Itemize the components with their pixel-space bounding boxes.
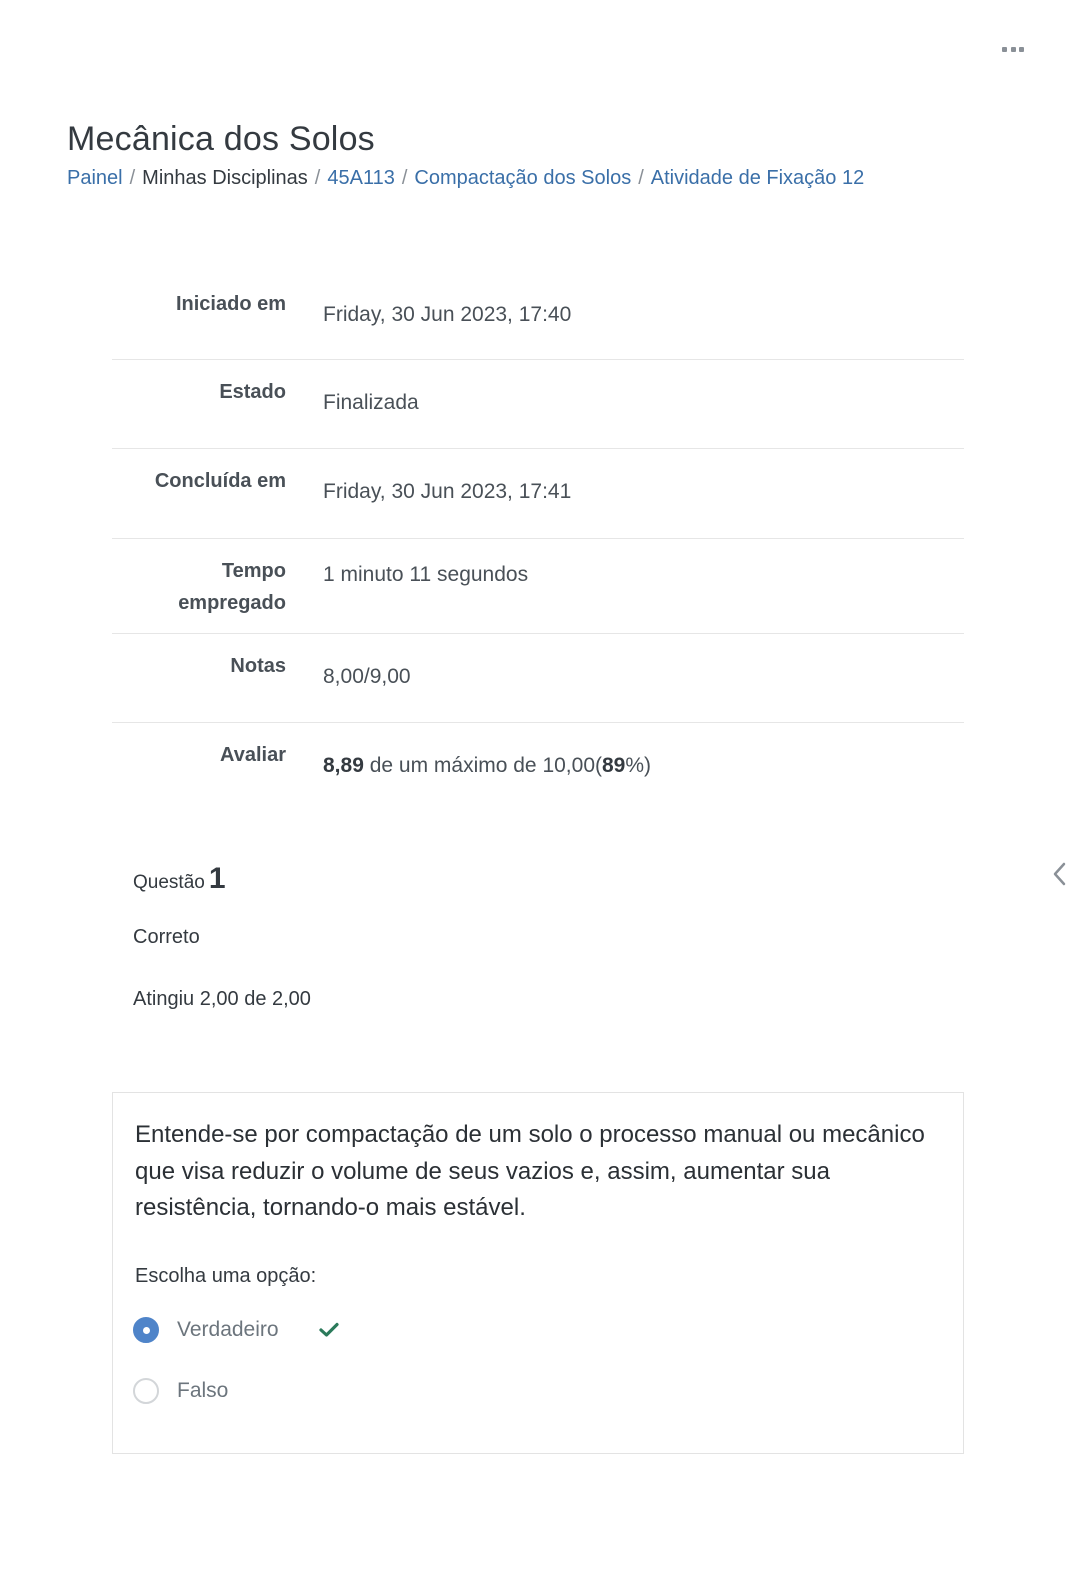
page-title: Mecânica dos Solos xyxy=(67,120,375,158)
summary-row-started xyxy=(112,272,964,360)
summary-label: Avaliar xyxy=(220,744,286,766)
question-state: Correto xyxy=(133,926,200,948)
summary-label: Iniciado em xyxy=(175,293,286,315)
summary-row-grade xyxy=(112,723,964,813)
grade-suffix: %) xyxy=(625,754,652,777)
question-prompt: Escolha uma opção: xyxy=(135,1265,317,1287)
more-options-icon[interactable] xyxy=(1002,42,1024,56)
breadcrumb-minhas-disciplinas: Minhas Disciplinas xyxy=(142,167,308,189)
question-label: Questão xyxy=(133,872,205,893)
summary-value: Friday, 30 Jun 2023, 17:41 xyxy=(323,480,572,503)
summary-value xyxy=(302,723,964,813)
summary-row-time-taken xyxy=(112,539,964,634)
breadcrumb-separator: / xyxy=(129,167,136,189)
radio-selected-icon[interactable] xyxy=(133,1317,159,1343)
summary-label-line: empregado xyxy=(178,592,286,614)
chevron-left-icon[interactable] xyxy=(1050,860,1070,888)
more-options-dot xyxy=(1002,47,1007,52)
breadcrumb-separator: / xyxy=(638,167,644,189)
summary-row-marks xyxy=(112,634,964,723)
option-label: Verdadeiro xyxy=(177,1318,279,1341)
question-grade: Atingiu 2,00 de 2,00 xyxy=(133,988,311,1010)
radio-unselected-icon[interactable] xyxy=(133,1378,159,1404)
summary-row-completed xyxy=(112,449,964,539)
summary-row-state xyxy=(112,360,964,449)
breadcrumb-course-link[interactable]: 45A113 xyxy=(327,167,395,189)
question-number xyxy=(133,862,226,896)
check-icon xyxy=(319,1322,339,1338)
summary-label: Estado xyxy=(219,381,286,403)
grade-score: 8,89 xyxy=(323,754,364,777)
option-falso[interactable] xyxy=(133,1378,228,1404)
question-text: Entende-se por compactação de um solo o processo manual ou mecânico que visa reduzir o volume de seus vazios e, assim, aumentar sua resistência, tornando-o mais estável. xyxy=(135,1121,925,1221)
question-content-box xyxy=(112,1092,964,1454)
breadcrumb-separator: / xyxy=(314,167,321,189)
summary-label xyxy=(112,539,302,633)
summary-value: 8,00/9,00 xyxy=(323,665,411,688)
more-options-dot xyxy=(1011,47,1016,52)
breadcrumb-section-link[interactable]: Compactação dos Solos xyxy=(414,167,632,189)
grade-percent: 89 xyxy=(602,754,626,777)
breadcrumb xyxy=(67,167,864,190)
breadcrumb-activity-link[interactable]: Atividade de Fixação 12 xyxy=(650,167,865,189)
grade-text: de um máximo de 10,00( xyxy=(363,754,602,777)
attempt-summary-table xyxy=(112,272,964,813)
summary-value: 1 minuto 11 segundos xyxy=(323,563,529,586)
breadcrumb-separator: / xyxy=(401,167,408,189)
more-options-dot xyxy=(1019,47,1024,52)
breadcrumb-painel-link[interactable]: Painel xyxy=(67,167,123,189)
summary-label-line: Tempo xyxy=(221,560,286,582)
option-verdadeiro[interactable] xyxy=(133,1317,339,1343)
summary-label: Concluída em xyxy=(154,470,286,492)
summary-label: Notas xyxy=(230,655,286,677)
option-label: Falso xyxy=(177,1379,229,1402)
question-number-value: 1 xyxy=(208,862,226,895)
summary-value: Finalizada xyxy=(323,391,419,414)
summary-value: Friday, 30 Jun 2023, 17:40 xyxy=(323,303,572,326)
